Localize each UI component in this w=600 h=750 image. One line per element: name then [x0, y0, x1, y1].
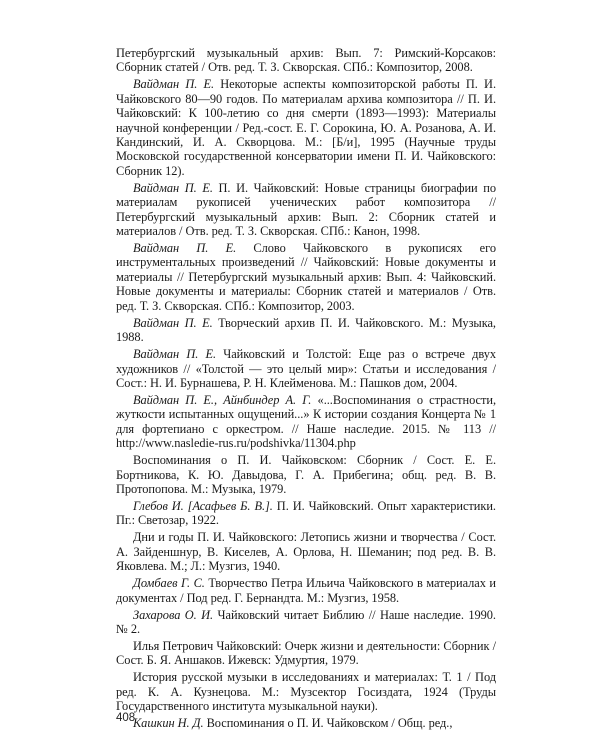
- bibliography-entry: [116, 241, 496, 313]
- entry-author: Захарова О. И.: [133, 607, 214, 622]
- entry-text: Воспоминания о П. И. Чайковском / Общ. ред.,: [203, 716, 453, 731]
- entry-text: Творческий архив П. И. Чайковского. М.: Музыка, 1988.: [116, 315, 496, 345]
- bibliography-entry: [116, 608, 496, 637]
- entry-author: Кашкин Н. Д.: [133, 716, 204, 731]
- bibliography-list: [116, 46, 496, 733]
- entry-text: Дни и годы П. И. Чайковского: Летопись жизни и творчества / Сост. А. Зайденшнур, В. Киселев, А. Орлова, Н. Шеманин; под ред. В. В. Яковлева. М.; Л.: Музгиз, 1940.: [116, 530, 496, 574]
- entry-author: Вайдман П. Е.: [133, 347, 217, 362]
- bibliography-entry: [116, 670, 496, 713]
- entry-author: Вайдман П. Е.: [133, 180, 213, 195]
- bibliography-entry: [116, 181, 496, 239]
- bibliography-entry: [116, 347, 496, 390]
- bibliography-entry: [116, 316, 496, 345]
- entry-text: П. И. Чайковский: Новые страницы биографии по материалам рукописей ученических работ композитора // Петербургский музыкальный архив: Вып. 2: Сборник статей и материалов / Отв. ред. Т. З. Скворская. СПб.: Канон, 1998.: [116, 180, 496, 239]
- entry-text: Чайковский и Толстой: Еще раз о встрече двух художников // «Толстой — это целый мир»: Статьи и исследования / Сост.: Н. И. Бурнашева, Р. Н. Клейменова. М.: Пашков дом, 2004.: [116, 347, 496, 390]
- entry-text: Илья Петрович Чайковский: Очерк жизни и деятельности: Сборник / Сост. Б. Я. Аншаков. Ижевск: Удмуртия, 1979.: [116, 638, 496, 668]
- bibliography-entry: [116, 530, 496, 573]
- entry-text: «...Воспоминания о страстности, жуткости испытанных ощущений...» К истории создания Концерта № 1 для фортепиано с оркестром. // Наше наследие. 2015. № 113 // http://www.nasledie-rus.ru/podshivka/11304.php: [116, 392, 496, 451]
- entry-text: История русской музыки в исследованиях и материалах: Т. 1 / Под ред. К. А. Кузнецова. М.: Музсектор Госиздата, 1924 (Труды Государственного института музыкальной науки).: [116, 670, 496, 714]
- bibliography-entry: [116, 716, 496, 730]
- entry-author: Домбаев Г. С.: [133, 576, 205, 591]
- entry-text: Петербургский музыкальный архив: Вып. 7: Римский-Корсаков: Сборник статей / Отв. ред. Т. З. Скворская. СПб.: Композитор, 2008.: [116, 46, 496, 75]
- bibliography-entry: [116, 77, 496, 178]
- entry-text: Творчество Петра Ильича Чайковского в материалах и документах / Под ред. Г. Бернандта. М.: Музгиз, 1958.: [116, 576, 496, 605]
- entry-text: Некоторые аспекты композиторской работы П. И. Чайковского 80—90 годов. По материалам архива композитора // П. И. Чайковский: К 100-летию со дня смерти (1893—1993): Материалы научной конференции / Ред.-сост. Е. Г. Сорокина, Ю. А. Розанова, А. И. Кандинский, И. А. Скворцова. М.: [Б/и], 1995 (Научные труды Московской государственной консерватории имени П. И. Чайковского: Сборник 12).: [116, 77, 496, 178]
- bibliography-entry: [116, 576, 496, 605]
- entry-text: Чайковский читает Библию // Наше наследие. 1990. № 2.: [116, 607, 496, 636]
- entry-text: П. И. Чайковский. Опыт характеристики. Пг.: Светозар, 1922.: [116, 498, 496, 528]
- bibliography-entry: [116, 393, 496, 451]
- bibliography-entry: [116, 453, 496, 496]
- entry-author: Вайдман П. Е.: [133, 77, 215, 92]
- entry-text: Воспоминания о П. И. Чайковском: Сборник / Сост. Е. Е. Бортникова, К. Ю. Давыдова, Г. А. Прибегина; общ. ред. В. В. Протопопова. М.: Музыка, 1979.: [116, 453, 496, 496]
- entry-author: Глебов И. [Асафьев Б. В.].: [133, 498, 273, 513]
- entry-author: Вайдман П. Е., Айнбиндер А. Г.: [133, 392, 312, 407]
- bibliography-entry: [116, 499, 496, 528]
- bibliography-entry: [116, 639, 496, 668]
- entry-author: Вайдман П. Е.: [133, 315, 213, 330]
- entry-author: Вайдман П. Е.: [133, 241, 237, 256]
- page-number: 408: [116, 712, 136, 724]
- entry-text: Слово Чайковского в рукописях его инструментальных произведений // Чайковский: Новые документы и материалы // Петербургский музыкальный архив: Вып. 4: Чайковский. Новые документы и материалы: Сборник статей и материалов / Отв. ред. Т. З. Скворская. СПб.: Композитор, 2003.: [116, 241, 496, 313]
- bibliography-entry: [116, 46, 496, 75]
